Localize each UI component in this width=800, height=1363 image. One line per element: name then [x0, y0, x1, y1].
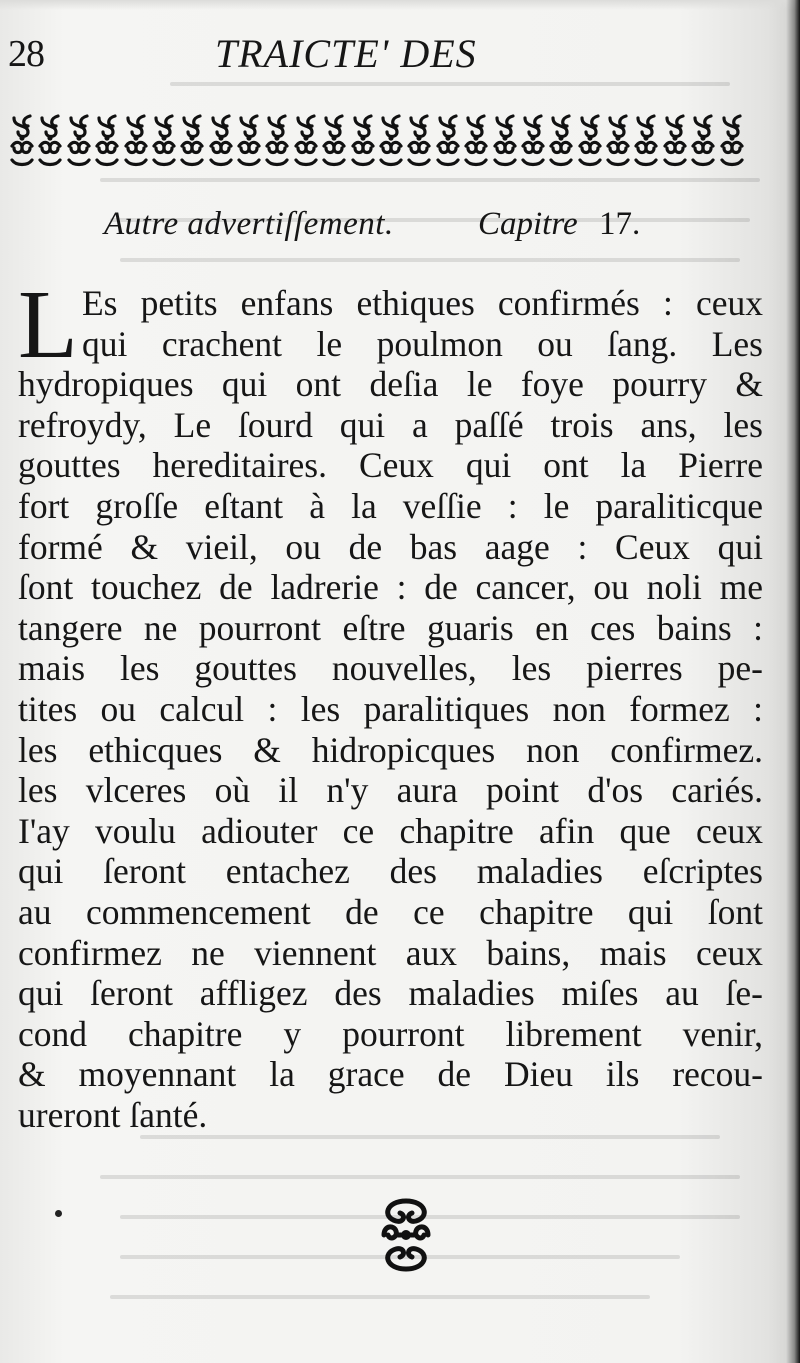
text-line: tangere ne pourront eſtre guaris en ces bains : — [18, 607, 763, 648]
fleuron-unit — [349, 112, 377, 170]
chapter-label: Capitre — [478, 206, 578, 242]
page-edge-shadow — [786, 0, 800, 1363]
fleuron-unit — [547, 112, 575, 170]
text-line: & moyennant la grace de Dieu ils recou- — [18, 1054, 763, 1095]
fleuron-unit — [718, 112, 746, 170]
text-line: qui crachent le poulmon ou ſang. Les — [82, 323, 763, 364]
text-line: les vlceres où il n'y aura point d'os cariés. — [18, 770, 763, 811]
text-line: qui ſeront affligez des maladies miſes au ſe- — [18, 973, 763, 1014]
fleuron-unit — [292, 112, 320, 170]
text-line: ſont touchez de ladrerie : de cancer, ou noli me — [18, 567, 763, 608]
text-line: les ethicques & hidropicques non confirmez. — [18, 729, 763, 770]
fleuron-unit — [65, 112, 93, 170]
text-line: cond chapitre y pourront librement venir, — [18, 1013, 763, 1054]
drop-cap: L — [18, 271, 78, 379]
fleuron-unit — [320, 112, 348, 170]
fleuron-unit — [434, 112, 462, 170]
chapter-heading — [0, 206, 800, 256]
fleuron-unit — [8, 112, 36, 170]
text-line: tites ou calcul : les paralitiques non formez : — [18, 688, 763, 729]
fleuron-unit — [377, 112, 405, 170]
text-line: confirmez ne viennent aux bains, mais ceux — [18, 932, 763, 973]
fleuron-unit — [604, 112, 632, 170]
fleuron-unit — [491, 112, 519, 170]
fleuron-unit — [576, 112, 604, 170]
page-top-shadow — [0, 0, 800, 10]
fleuron-unit — [689, 112, 717, 170]
text-line: au commencement de ce chapitre qui ſont — [18, 891, 763, 932]
fleuron-unit — [150, 112, 178, 170]
text-line: refroydy, Le ſourd qui a paſſé trois ans, les — [18, 404, 763, 445]
fleuron-unit — [405, 112, 433, 170]
text-line: I'ay voulu adiouter ce chapitre afin que ceux — [18, 810, 763, 851]
text-line: fort groſſe eſtant à la veſſie : le paraliticque — [18, 485, 763, 526]
page-number: 28 — [8, 33, 44, 75]
fleuron-unit — [36, 112, 64, 170]
text-line: mais les gouttes nouvelles, les pierres pe- — [18, 648, 763, 689]
fleuron-unit — [519, 112, 547, 170]
text-line: gouttes hereditaires. Ceux qui ont la Pierre — [18, 445, 763, 486]
text-line: Es petits enfans ethiques confirmés : ceux — [82, 283, 763, 323]
fleuron-unit — [122, 112, 150, 170]
fleuron-unit — [178, 112, 206, 170]
running-head — [0, 28, 800, 78]
body-text — [18, 271, 763, 1135]
fleuron-unit — [235, 112, 263, 170]
fleuron-band — [8, 112, 746, 170]
text-line: formé & vieil, ou de bas aage : Ceux qui — [18, 526, 763, 567]
fleuron-unit — [632, 112, 660, 170]
text-line: ureront ſanté. — [18, 1094, 208, 1135]
ink-speck — [55, 1210, 62, 1217]
fleuron-unit — [462, 112, 490, 170]
fleuron-unit — [661, 112, 689, 170]
chapter-title: Autre advertiſſement. — [104, 206, 394, 242]
fleuron-tailpiece — [374, 1195, 438, 1275]
fleuron-unit — [93, 112, 121, 170]
fleuron-unit — [207, 112, 235, 170]
text-line: hydropiques qui ont deſia le foye pourry & — [18, 364, 763, 405]
fleuron-unit — [263, 112, 291, 170]
text-line: qui ſeront entachez des maladies eſcriptes — [18, 851, 763, 892]
running-title: TRAICTE' DES — [215, 31, 477, 76]
chapter-number: 17. — [599, 206, 641, 242]
